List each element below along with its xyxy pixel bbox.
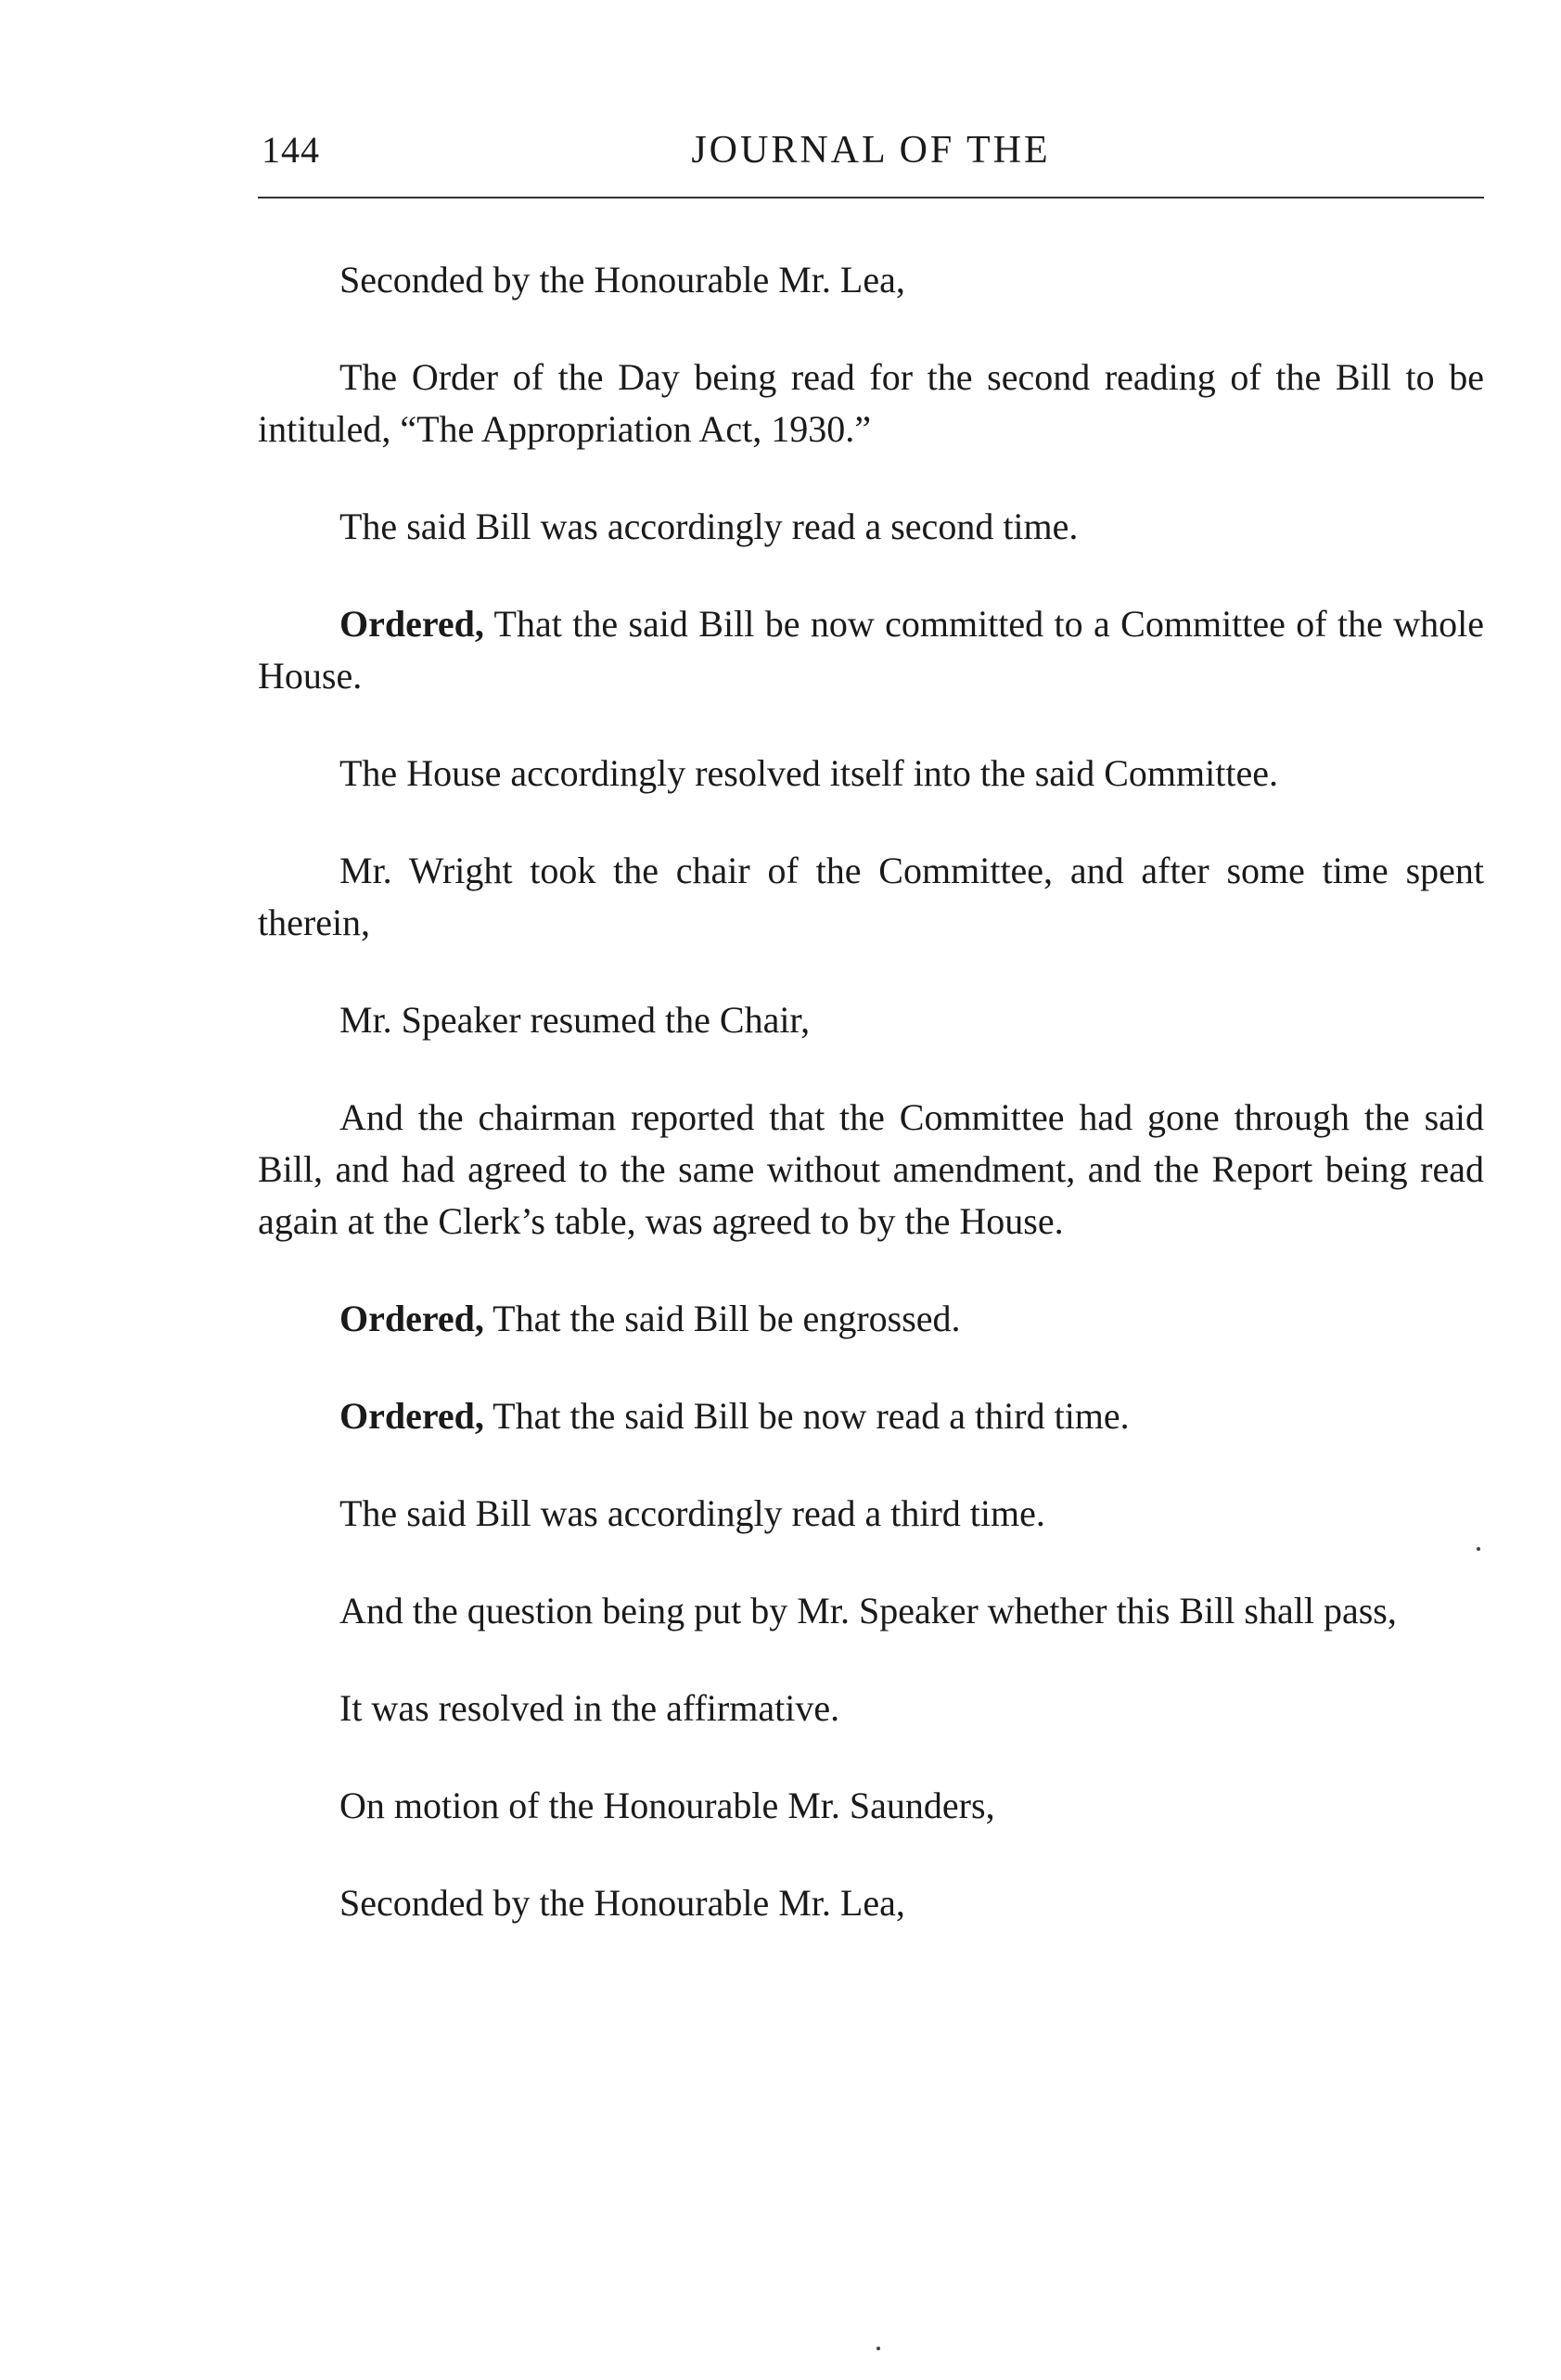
paragraph-resolved-affirmative [258, 1683, 1484, 1734]
ordered-lead: Ordered, [339, 1395, 484, 1437]
paragraph-speaker-resumed [258, 994, 1484, 1046]
page-number: 144 [262, 129, 320, 171]
paragraph-text: That the said Bill be now committed to a Committee of the whole House. [258, 603, 1484, 697]
paragraph-text: The said Bill was accordingly read a third time. [339, 1492, 1045, 1534]
paragraph-seconded [258, 254, 1484, 306]
page-header [258, 128, 1484, 193]
paragraph-motion [258, 1780, 1484, 1832]
header-rule [258, 197, 1484, 198]
paragraph-chairman-reported [258, 1092, 1484, 1248]
paragraph-ordered-committed [258, 598, 1484, 702]
running-head: JOURNAL OF THE [691, 129, 1051, 172]
paragraph-seconded-final [258, 1877, 1484, 1929]
paragraph-second-reading [258, 501, 1484, 553]
ordered-lead: Ordered, [339, 1298, 484, 1339]
paragraph-text: The said Bill was accordingly read a second time. [339, 505, 1079, 547]
journal-body [258, 254, 1484, 1929]
paragraph-text: The Order of the Day being read for the second reading of the Bill to be intituled, “The Appropriation Act, 1930.” [258, 356, 1484, 450]
ordered-lead: Ordered, [339, 603, 484, 645]
paragraph-text: Mr. Wright took the chair of the Committee, and after some time spent therein, [258, 850, 1484, 943]
paragraph-text: Seconded by the Honourable Mr. Lea, [339, 259, 905, 301]
paragraph-third-reading [258, 1488, 1484, 1540]
paragraph-text: And the question being put by Mr. Speaker whether this Bill shall pass, [339, 1590, 1397, 1631]
scan-speck [1477, 1547, 1480, 1551]
paragraph-question-put [258, 1585, 1484, 1637]
paragraph-text: And the chairman reported that the Committee had gone through the said Bill, and had agreed to the same without amendment, and the Report being read again at the Clerk’s table, was agreed to by the House. [258, 1096, 1484, 1242]
paragraph-text: It was resolved in the affirmative. [339, 1687, 840, 1729]
paragraph-house-resolved [258, 748, 1484, 800]
paragraph-ordered-third-reading [258, 1390, 1484, 1442]
paragraph-text: That the said Bill be engrossed. [483, 1298, 961, 1339]
paragraph-text: The House accordingly resolved itself into the said Committee. [339, 752, 1278, 794]
paragraph-text: Seconded by the Honourable Mr. Lea, [339, 1882, 905, 1924]
paragraph-text: On motion of the Honourable Mr. Saunders, [339, 1785, 995, 1826]
paragraph-chair-taken [258, 845, 1484, 949]
paragraph-text: Mr. Speaker resumed the Chair, [339, 999, 811, 1041]
scan-speck [876, 2347, 880, 2350]
paragraph-text: That the said Bill be now read a third time. [483, 1395, 1130, 1437]
paragraph-order-of-day [258, 352, 1484, 455]
paragraph-ordered-engrossed [258, 1293, 1484, 1345]
